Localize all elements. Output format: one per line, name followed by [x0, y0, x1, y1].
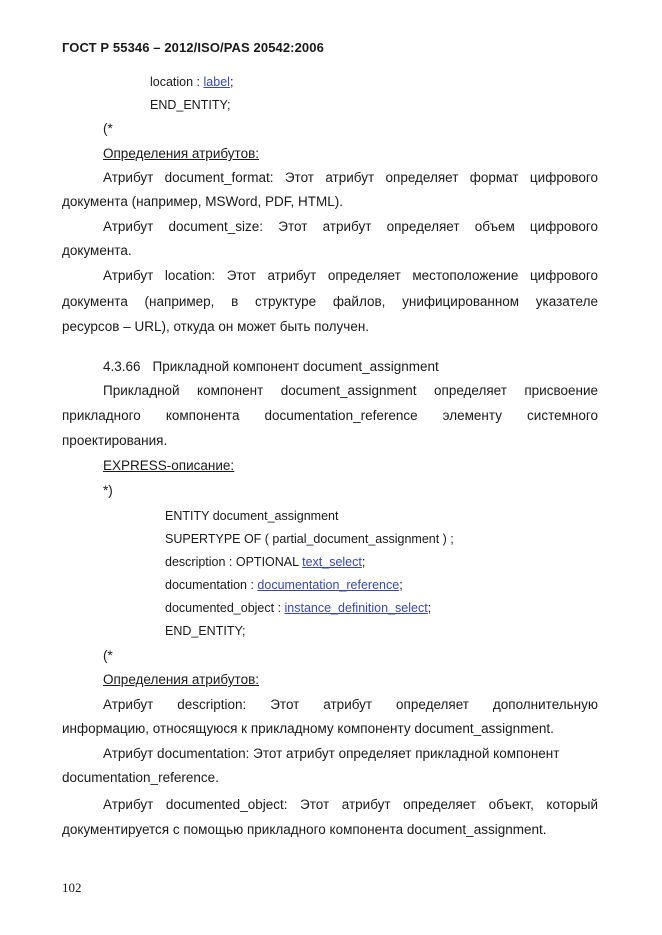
document-header: ГОСТ Р 55346 – 2012/ISO/PAS 20542:2006 [62, 40, 324, 55]
documentation-prefix: documentation : [165, 578, 258, 592]
semicolon: ; [399, 578, 403, 592]
intro-line-1: Прикладной компонент document_assignment определяет присвоение [103, 383, 598, 398]
size-def-line-2: документа. [62, 243, 132, 258]
location-attribute-line [150, 73, 233, 91]
documentation-def-line-1: Атрибут documentation: Этот атрибут определяет прикладной компонент [103, 746, 560, 761]
section-heading [103, 358, 439, 376]
text-select-link[interactable]: text_select [302, 555, 362, 569]
documented-object-prefix: documented_object : [165, 601, 285, 615]
location-def-line-2: документа (например, в структуре файлов, унифицированном указателе [62, 294, 598, 309]
section-title: Прикладной компонент document_assignment [152, 359, 439, 374]
description-prefix: description : OPTIONAL [165, 555, 303, 569]
intro-line-2: прикладного компонента documentation_reference элементу системного [62, 408, 598, 423]
instance-definition-select-link[interactable]: instance_definition_select [284, 601, 428, 615]
format-def-line-2: документа (например, MSWord, PDF, HTML). [62, 194, 343, 209]
comment-open-1: (* [103, 121, 113, 136]
end-entity-2: END_ENTITY; [165, 624, 246, 638]
location-def-line-1: Атрибут location: Этот атрибут определяет местоположение цифрового [103, 268, 598, 283]
entity-description-line [165, 553, 365, 571]
documented-object-def-line-1: Атрибут documented_object: Этот атрибут определяет объект, который [103, 797, 598, 812]
location-prefix: location : [150, 75, 204, 89]
description-def-line-2: информацию, относящуюся к прикладному компоненту document_assignment. [62, 721, 554, 736]
documentation-def-line-2: documentation_reference. [62, 770, 219, 785]
size-def-line-1: Атрибут document_size: Этот атрибут определяет объем цифрового [103, 219, 598, 234]
format-def-line-1: Атрибут document_format: Этот атрибут определяет формат цифрового [103, 170, 598, 185]
documentation-reference-link[interactable]: documentation_reference [257, 578, 400, 592]
semicolon: ; [361, 555, 366, 569]
entity-line-1: ENTITY document_assignment [165, 509, 339, 523]
page-number: 102 [62, 880, 82, 895]
semicolon: ; [427, 601, 432, 615]
end-entity-1: END_ENTITY; [150, 98, 231, 112]
comment-close: *) [103, 483, 113, 498]
location-suffix: ; [229, 75, 234, 89]
express-heading: EXPRESS-описание: [103, 458, 235, 473]
comment-open-2: (* [103, 648, 113, 663]
entity-line-2: SUPERTYPE OF ( partial_document_assignment ) ; [165, 532, 454, 546]
section-number: 4.3.66 [103, 359, 141, 374]
entity-documentation-line [165, 576, 403, 594]
documented-object-def-line-2: документируется с помощью прикладного компонента document_assignment. [62, 822, 547, 837]
label-link[interactable]: label [203, 75, 230, 89]
attr-defs-heading-2: Определения атрибутов: [103, 672, 260, 687]
attr-defs-heading-1: Определения атрибутов: [103, 146, 260, 161]
description-def-line-1: Атрибут description: Этот атрибут определяет дополнительную [103, 697, 598, 712]
intro-line-3: проектирования. [62, 433, 168, 448]
location-def-line-3: ресурсов – URL), откуда он может быть получен. [62, 319, 370, 334]
entity-documented-object-line [165, 599, 431, 617]
